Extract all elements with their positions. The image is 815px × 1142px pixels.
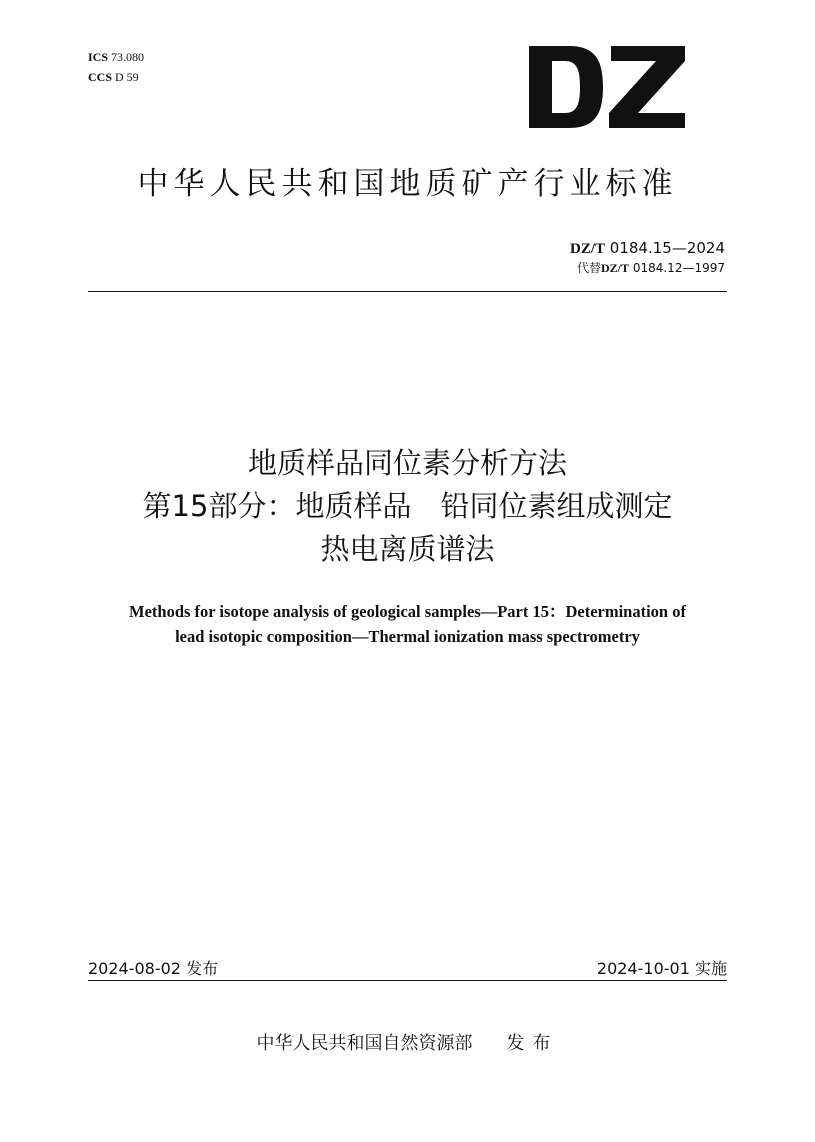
bottom-divider	[88, 980, 727, 981]
issue-date: 2024-08-02 发布	[88, 959, 219, 978]
standard-category: 中华人民共和国地质矿产行业标准	[137, 166, 678, 202]
ics-code: ICS 73.080	[88, 50, 145, 64]
title-line-2: 第15部分：地质样品 铅同位素组成测定	[142, 489, 673, 523]
implementation-date: 2024-10-01 实施	[596, 959, 727, 978]
standard-number: DZ/T 0184.15—2024	[570, 239, 725, 257]
issuer-action: 发布	[506, 1033, 559, 1054]
english-title	[60, 599, 755, 649]
title-line-3: 热电离质谱法	[320, 532, 495, 566]
dz-logo	[529, 46, 685, 128]
classification-codes	[88, 47, 144, 87]
issuer-name: 中华人民共和国自然资源部	[256, 1033, 473, 1054]
issuing-authority	[0, 1031, 815, 1057]
english-title-line-1: Methods for isotope analysis of geological samples—Part 15：Determination of	[129, 602, 686, 621]
title-line-1: 地质样品同位素分析方法	[247, 446, 567, 480]
replaces-standard: 代替DZ/T 0184.12—1997	[576, 261, 725, 275]
standard-number-block	[570, 239, 725, 278]
top-divider	[88, 291, 727, 292]
english-title-line-2: lead isotopic composition—Thermal ionization mass spectrometry	[175, 627, 640, 646]
ccs-code: CCS D 59	[88, 70, 139, 84]
chinese-title	[0, 442, 815, 571]
